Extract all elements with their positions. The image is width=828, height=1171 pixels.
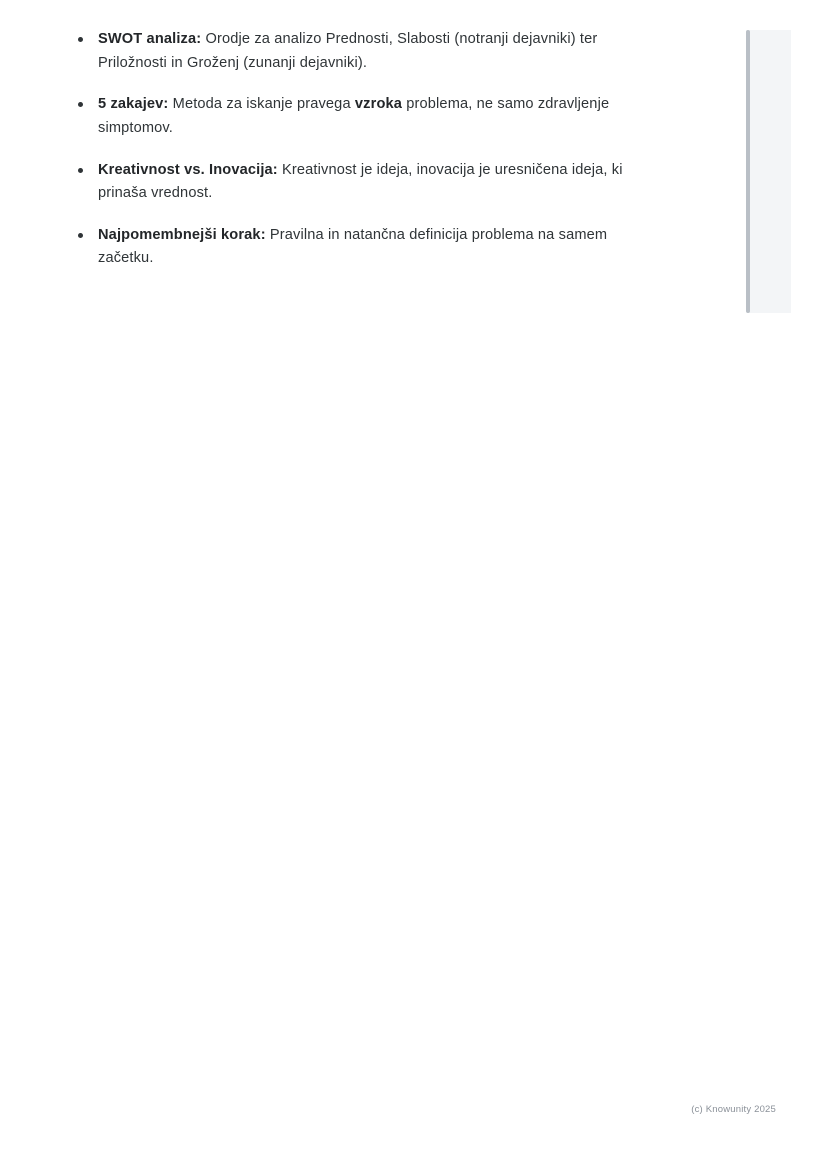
list-item-emphasis: vzroka — [354, 96, 403, 113]
scrollbar-thumb[interactable] — [746, 30, 750, 313]
list-item-text-after: problema, ne samo zdravljenje simptomov. — [98, 96, 610, 136]
list-item-text: Pravilna in natančna definicija problema na samem začetku. — [98, 226, 608, 267]
list-item-lead: Najpomembnejši korak: — [98, 226, 266, 243]
bullet-dot-icon — [78, 233, 83, 238]
footer-copyright: (c) Knowunity 2025 — [691, 1104, 776, 1115]
document-content — [72, 28, 642, 271]
bullet-dot-icon — [78, 168, 83, 173]
list-item-text: Kreativnost je ideja, inovacija je uresničena ideja, ki prinaša vrednost. — [98, 161, 623, 202]
list-item — [72, 224, 642, 271]
summary-bullet-list — [72, 28, 642, 271]
list-item-text-before: Metoda za iskanje pravega — [168, 96, 355, 113]
list-item-lead: Kreativnost vs. Inovacija: — [98, 161, 278, 178]
bullet-dot-icon — [78, 102, 83, 107]
list-item — [72, 93, 642, 140]
list-item-text: Orodje za analizo Prednosti, Slabosti (notranji dejavniki) ter Priložnosti in Groženj (zunanji dejavniki). — [98, 31, 598, 71]
scrollbar-track[interactable] — [749, 30, 791, 313]
list-item-lead: SWOT analiza: — [98, 31, 202, 47]
list-item-lead: 5 zakajev: — [98, 96, 169, 113]
list-item — [72, 28, 642, 75]
bullet-dot-icon — [78, 37, 83, 42]
list-item — [72, 159, 642, 206]
